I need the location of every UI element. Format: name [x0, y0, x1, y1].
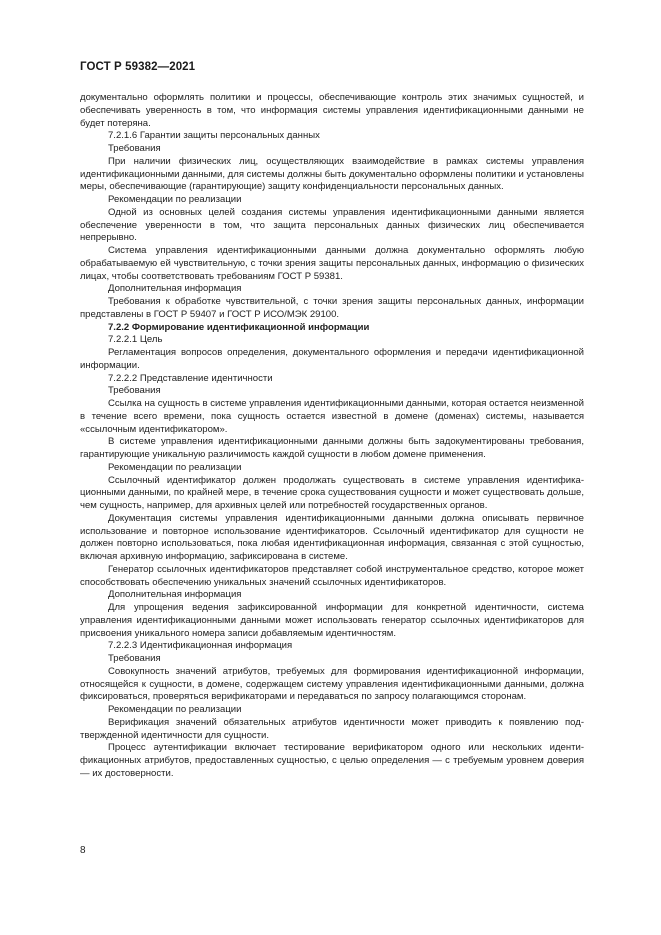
paragraph: Требования — [108, 385, 161, 397]
paragraph: Рекомендации по реализации — [108, 704, 242, 715]
paragraph: Процесс аутентификации включает тестирование верификатором одного или нескольких идентификационных атрибутов, предоставленных сущностью, с целью определения — с требуемым уровнем доверия — их достоверности. — [80, 742, 584, 779]
paragraph: 7.2.2.3 Идентификационная информация — [108, 640, 293, 652]
section-heading: 7.2.2 Формирование идентификационной информации — [108, 321, 370, 333]
page-number: 8 — [80, 845, 86, 856]
paragraph: 7.2.2.1 Цель — [108, 334, 163, 346]
paragraph: Верификация значений обязательных атрибутов идентичности может приводить к появлению подтвержденной идентичности для сущности. — [80, 716, 584, 741]
document-body — [80, 92, 584, 781]
paragraph: Система управления идентификационными данными должна документально оформлять любую обрабатываемую ей чувствительную, с точки зрения защиты персональных данных, информацию о физических лицах, чтобы соответствовать требованиям ГОСТ Р 59381. — [80, 245, 584, 282]
paragraph: Совокупность значений атрибутов, требуемых для формирования идентификационной информации, относящейся к сущности, в домене, содержащем систему управления идентификационными данными, должна фиксироваться, проверяться верификаторами и передаваться по запросу полагающимся сторонам. — [80, 665, 584, 703]
paragraph: В системе управления идентификационными данными должны быть задокументированы требования, гарантирующие уникальную различимость каждой сущности в любом домене применения. — [80, 436, 584, 460]
paragraph: Регламентация вопросов определения, документального оформления и передачи идентификационной информации. — [80, 347, 584, 371]
paragraph: Генератор ссылочных идентификаторов представляет собой инструментальное средство, которое может способствовать обеспечению уникальных значений ссылочных идентификаторов. — [80, 563, 584, 588]
page-header-title: ГОСТ Р 59382—2021 — [80, 61, 196, 73]
paragraph: 7.2.2.2 Представление идентичности — [108, 372, 273, 384]
paragraph: документально оформлять политики и процессы, обеспечивающие контроль этих значимых сущностей, и обеспечивать уверенность в том, что информация системы управления идентификационными данными не будет потеряна. — [80, 92, 584, 129]
paragraph: Одной из основных целей создания системы управления идентификационными данными является обеспечение уверенности в том, что защита персональных данных физических лиц обеспечивается непрерывно. — [80, 206, 584, 244]
paragraph: Дополнительная информация — [108, 589, 242, 601]
paragraph: Требования — [108, 653, 161, 664]
paragraph: Требования к обработке чувствительной, с точки зрения защиты персональных данных, информации представлены в ГОСТ Р 59407 и ГОСТ Р ИСО/МЭК 29100. — [80, 296, 584, 320]
paragraph: При наличии физических лиц, осуществляющих взаимодействие в рамках системы управления идентификационными данными, для системы должны быть документально оформлены политики и установлены меры, обеспечивающие (гарантирующие) защиту конфиденциальности персональных данных. — [80, 155, 584, 193]
paragraph: Для упрощения ведения зафиксированной информации для конкретной идентичности, система управления идентификационными данными может использовать генератор ссылочных идентификаторов для присвоения уникального номера записи добавляемым идентичностям. — [80, 602, 584, 639]
paragraph: Ссылочный идентификатор должен продолжать существовать в системе управления идентификационными данными, по крайней мере, в течение срока существования сущности и может существовать дольше, чем сущность, например, для архивных целей или потребностей государственных органов. — [80, 474, 584, 511]
paragraph: Рекомендации по реализации — [108, 461, 242, 473]
paragraph: Дополнительная информация — [108, 283, 242, 295]
paragraph: Документация системы управления идентификационными данными должна описывать первичное использование и повторное использование идентификаторов. Ссылочный идентификатор для сущности не должен повторно использоваться, пока любая идентификационная информация, связанная с этой сущностью, включая архивную информацию, зафиксирована в системе. — [80, 512, 584, 562]
paragraph: Рекомендации по реализации — [108, 194, 242, 205]
paragraph: Требования — [108, 143, 161, 154]
paragraph: 7.2.1.6 Гарантии защиты персональных данных — [108, 130, 320, 142]
paragraph: Ссылка на сущность в системе управления идентификационными данными, которая остается неизменной в течение всего времени, пока сущность остается известной в домене (доменах) системы, называется «ссылочным идентификатором». — [80, 398, 584, 435]
